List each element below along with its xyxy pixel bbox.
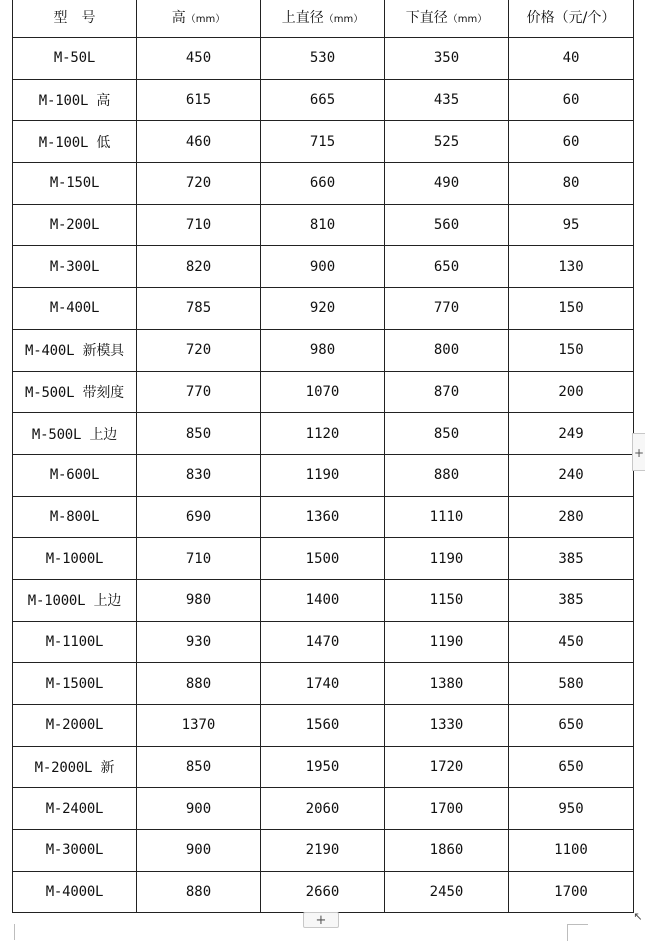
cell-model: M-150L: [13, 163, 137, 205]
cell-price: 385: [509, 579, 634, 621]
cell-model: M-400L: [13, 288, 137, 330]
cell-height: 850: [137, 413, 261, 455]
page-corner-mark-right: [567, 924, 588, 941]
cell-price: 1100: [509, 830, 634, 872]
header-bottom-diameter-label: 下直径: [405, 10, 448, 26]
cell-bottom-diameter: 490: [385, 163, 509, 205]
cell-price: 200: [509, 371, 634, 413]
cell-price: 580: [509, 663, 634, 705]
cell-price: 150: [509, 288, 634, 330]
cell-model: M-1000L 上边: [13, 579, 137, 621]
cell-model: M-2000L: [13, 705, 137, 747]
cell-bottom-diameter: 350: [385, 38, 509, 80]
add-column-button[interactable]: +: [632, 433, 645, 471]
cell-height: 720: [137, 329, 261, 371]
cell-top-diameter: 980: [261, 329, 385, 371]
cell-price: 60: [509, 79, 634, 121]
cell-bottom-diameter: 1700: [385, 788, 509, 830]
cell-top-diameter: 1360: [261, 496, 385, 538]
table-body: [13, 38, 634, 913]
cell-price: 130: [509, 246, 634, 288]
header-bottom-diameter: [385, 0, 509, 38]
cell-model: M-1000L: [13, 538, 137, 580]
cell-height: 830: [137, 454, 261, 496]
cell-top-diameter: 1470: [261, 621, 385, 663]
cell-price: 240: [509, 454, 634, 496]
table-resize-handle[interactable]: ↖: [633, 910, 643, 923]
cell-model: M-1100L: [13, 621, 137, 663]
table-row: [13, 246, 634, 288]
cell-model: M-1500L: [13, 663, 137, 705]
cell-height: 460: [137, 121, 261, 163]
table-row: [13, 288, 634, 330]
cell-model: M-600L: [13, 454, 137, 496]
cell-top-diameter: 920: [261, 288, 385, 330]
cell-top-diameter: 1400: [261, 579, 385, 621]
cell-bottom-diameter: 770: [385, 288, 509, 330]
cell-top-diameter: 665: [261, 79, 385, 121]
cell-model: M-300L: [13, 246, 137, 288]
cell-bottom-diameter: 870: [385, 371, 509, 413]
cell-model: M-800L: [13, 496, 137, 538]
table-row: [13, 496, 634, 538]
header-height-label: 高: [171, 10, 186, 26]
cell-top-diameter: 715: [261, 121, 385, 163]
table-row: [13, 538, 634, 580]
cell-bottom-diameter: 435: [385, 79, 509, 121]
cell-price: 95: [509, 204, 634, 246]
cell-price: 40: [509, 38, 634, 80]
header-top-diameter-unit: （mm）: [323, 14, 364, 25]
header-top-diameter: [261, 0, 385, 38]
cell-bottom-diameter: 1380: [385, 663, 509, 705]
cell-price: 450: [509, 621, 634, 663]
table-row: [13, 79, 634, 121]
cell-height: 980: [137, 579, 261, 621]
cell-model: M-2000L 新: [13, 746, 137, 788]
header-height-unit: （mm）: [185, 14, 226, 25]
table-row: [13, 204, 634, 246]
product-spec-table: [12, 0, 634, 913]
cell-model: M-400L 新模具: [13, 329, 137, 371]
cell-height: 880: [137, 871, 261, 913]
cell-bottom-diameter: 1720: [385, 746, 509, 788]
cell-top-diameter: 530: [261, 38, 385, 80]
cell-top-diameter: 1190: [261, 454, 385, 496]
cell-top-diameter: 810: [261, 204, 385, 246]
cell-price: 650: [509, 705, 634, 747]
cell-price: 385: [509, 538, 634, 580]
cell-model: M-200L: [13, 204, 137, 246]
cell-height: 900: [137, 788, 261, 830]
cell-price: 650: [509, 746, 634, 788]
add-row-button[interactable]: +: [303, 912, 339, 928]
cell-price: 280: [509, 496, 634, 538]
header-bottom-diameter-unit: （mm）: [447, 14, 488, 25]
cell-top-diameter: 2060: [261, 788, 385, 830]
table-row: [13, 454, 634, 496]
cell-model: M-3000L: [13, 830, 137, 872]
cell-top-diameter: 1950: [261, 746, 385, 788]
table-row: [13, 163, 634, 205]
cell-bottom-diameter: 1190: [385, 621, 509, 663]
table-row: [13, 746, 634, 788]
table-row: [13, 621, 634, 663]
cell-model: M-50L: [13, 38, 137, 80]
table-row: [13, 663, 634, 705]
cell-bottom-diameter: 2450: [385, 871, 509, 913]
cell-height: 710: [137, 538, 261, 580]
cell-height: 710: [137, 204, 261, 246]
cell-bottom-diameter: 650: [385, 246, 509, 288]
cell-height: 720: [137, 163, 261, 205]
cell-bottom-diameter: 560: [385, 204, 509, 246]
cell-bottom-diameter: 1190: [385, 538, 509, 580]
cell-model: M-2400L: [13, 788, 137, 830]
table-row: [13, 871, 634, 913]
table-row: [13, 830, 634, 872]
table-row: [13, 579, 634, 621]
cell-bottom-diameter: 525: [385, 121, 509, 163]
cell-top-diameter: 1070: [261, 371, 385, 413]
cell-top-diameter: 900: [261, 246, 385, 288]
cell-model: M-100L 低: [13, 121, 137, 163]
cell-height: 900: [137, 830, 261, 872]
cell-bottom-diameter: 1860: [385, 830, 509, 872]
cell-bottom-diameter: 800: [385, 329, 509, 371]
table-row: [13, 371, 634, 413]
page-corner-mark-left: [14, 924, 15, 940]
cell-height: 930: [137, 621, 261, 663]
cell-height: 450: [137, 38, 261, 80]
table-row: [13, 413, 634, 455]
cell-top-diameter: 1500: [261, 538, 385, 580]
cell-model: M-500L 带刻度: [13, 371, 137, 413]
cell-model: M-4000L: [13, 871, 137, 913]
cell-top-diameter: 660: [261, 163, 385, 205]
cell-height: 690: [137, 496, 261, 538]
cell-top-diameter: 1120: [261, 413, 385, 455]
cell-height: 820: [137, 246, 261, 288]
cell-height: 1370: [137, 705, 261, 747]
table-header-row: [13, 0, 634, 38]
cell-top-diameter: 1740: [261, 663, 385, 705]
table-row: [13, 788, 634, 830]
cell-height: 880: [137, 663, 261, 705]
cell-top-diameter: 1560: [261, 705, 385, 747]
header-price: 价格（元/个）: [509, 0, 634, 38]
table-row: [13, 705, 634, 747]
header-model: 型 号: [13, 0, 137, 38]
cell-price: 60: [509, 121, 634, 163]
table-row: [13, 121, 634, 163]
cell-model: M-100L 高: [13, 79, 137, 121]
cell-top-diameter: 2660: [261, 871, 385, 913]
cell-bottom-diameter: 1150: [385, 579, 509, 621]
cell-height: 770: [137, 371, 261, 413]
cell-bottom-diameter: 1110: [385, 496, 509, 538]
cell-bottom-diameter: 1330: [385, 705, 509, 747]
table-row: [13, 329, 634, 371]
cell-price: 950: [509, 788, 634, 830]
cell-bottom-diameter: 850: [385, 413, 509, 455]
cell-model: M-500L 上边: [13, 413, 137, 455]
header-top-diameter-label: 上直径: [281, 10, 324, 26]
cell-height: 785: [137, 288, 261, 330]
cell-price: 150: [509, 329, 634, 371]
cell-price: 1700: [509, 871, 634, 913]
cell-price: 80: [509, 163, 634, 205]
cell-height: 615: [137, 79, 261, 121]
cell-height: 850: [137, 746, 261, 788]
table-row: [13, 38, 634, 80]
header-height: [137, 0, 261, 38]
cell-top-diameter: 2190: [261, 830, 385, 872]
cell-bottom-diameter: 880: [385, 454, 509, 496]
cell-price: 249: [509, 413, 634, 455]
